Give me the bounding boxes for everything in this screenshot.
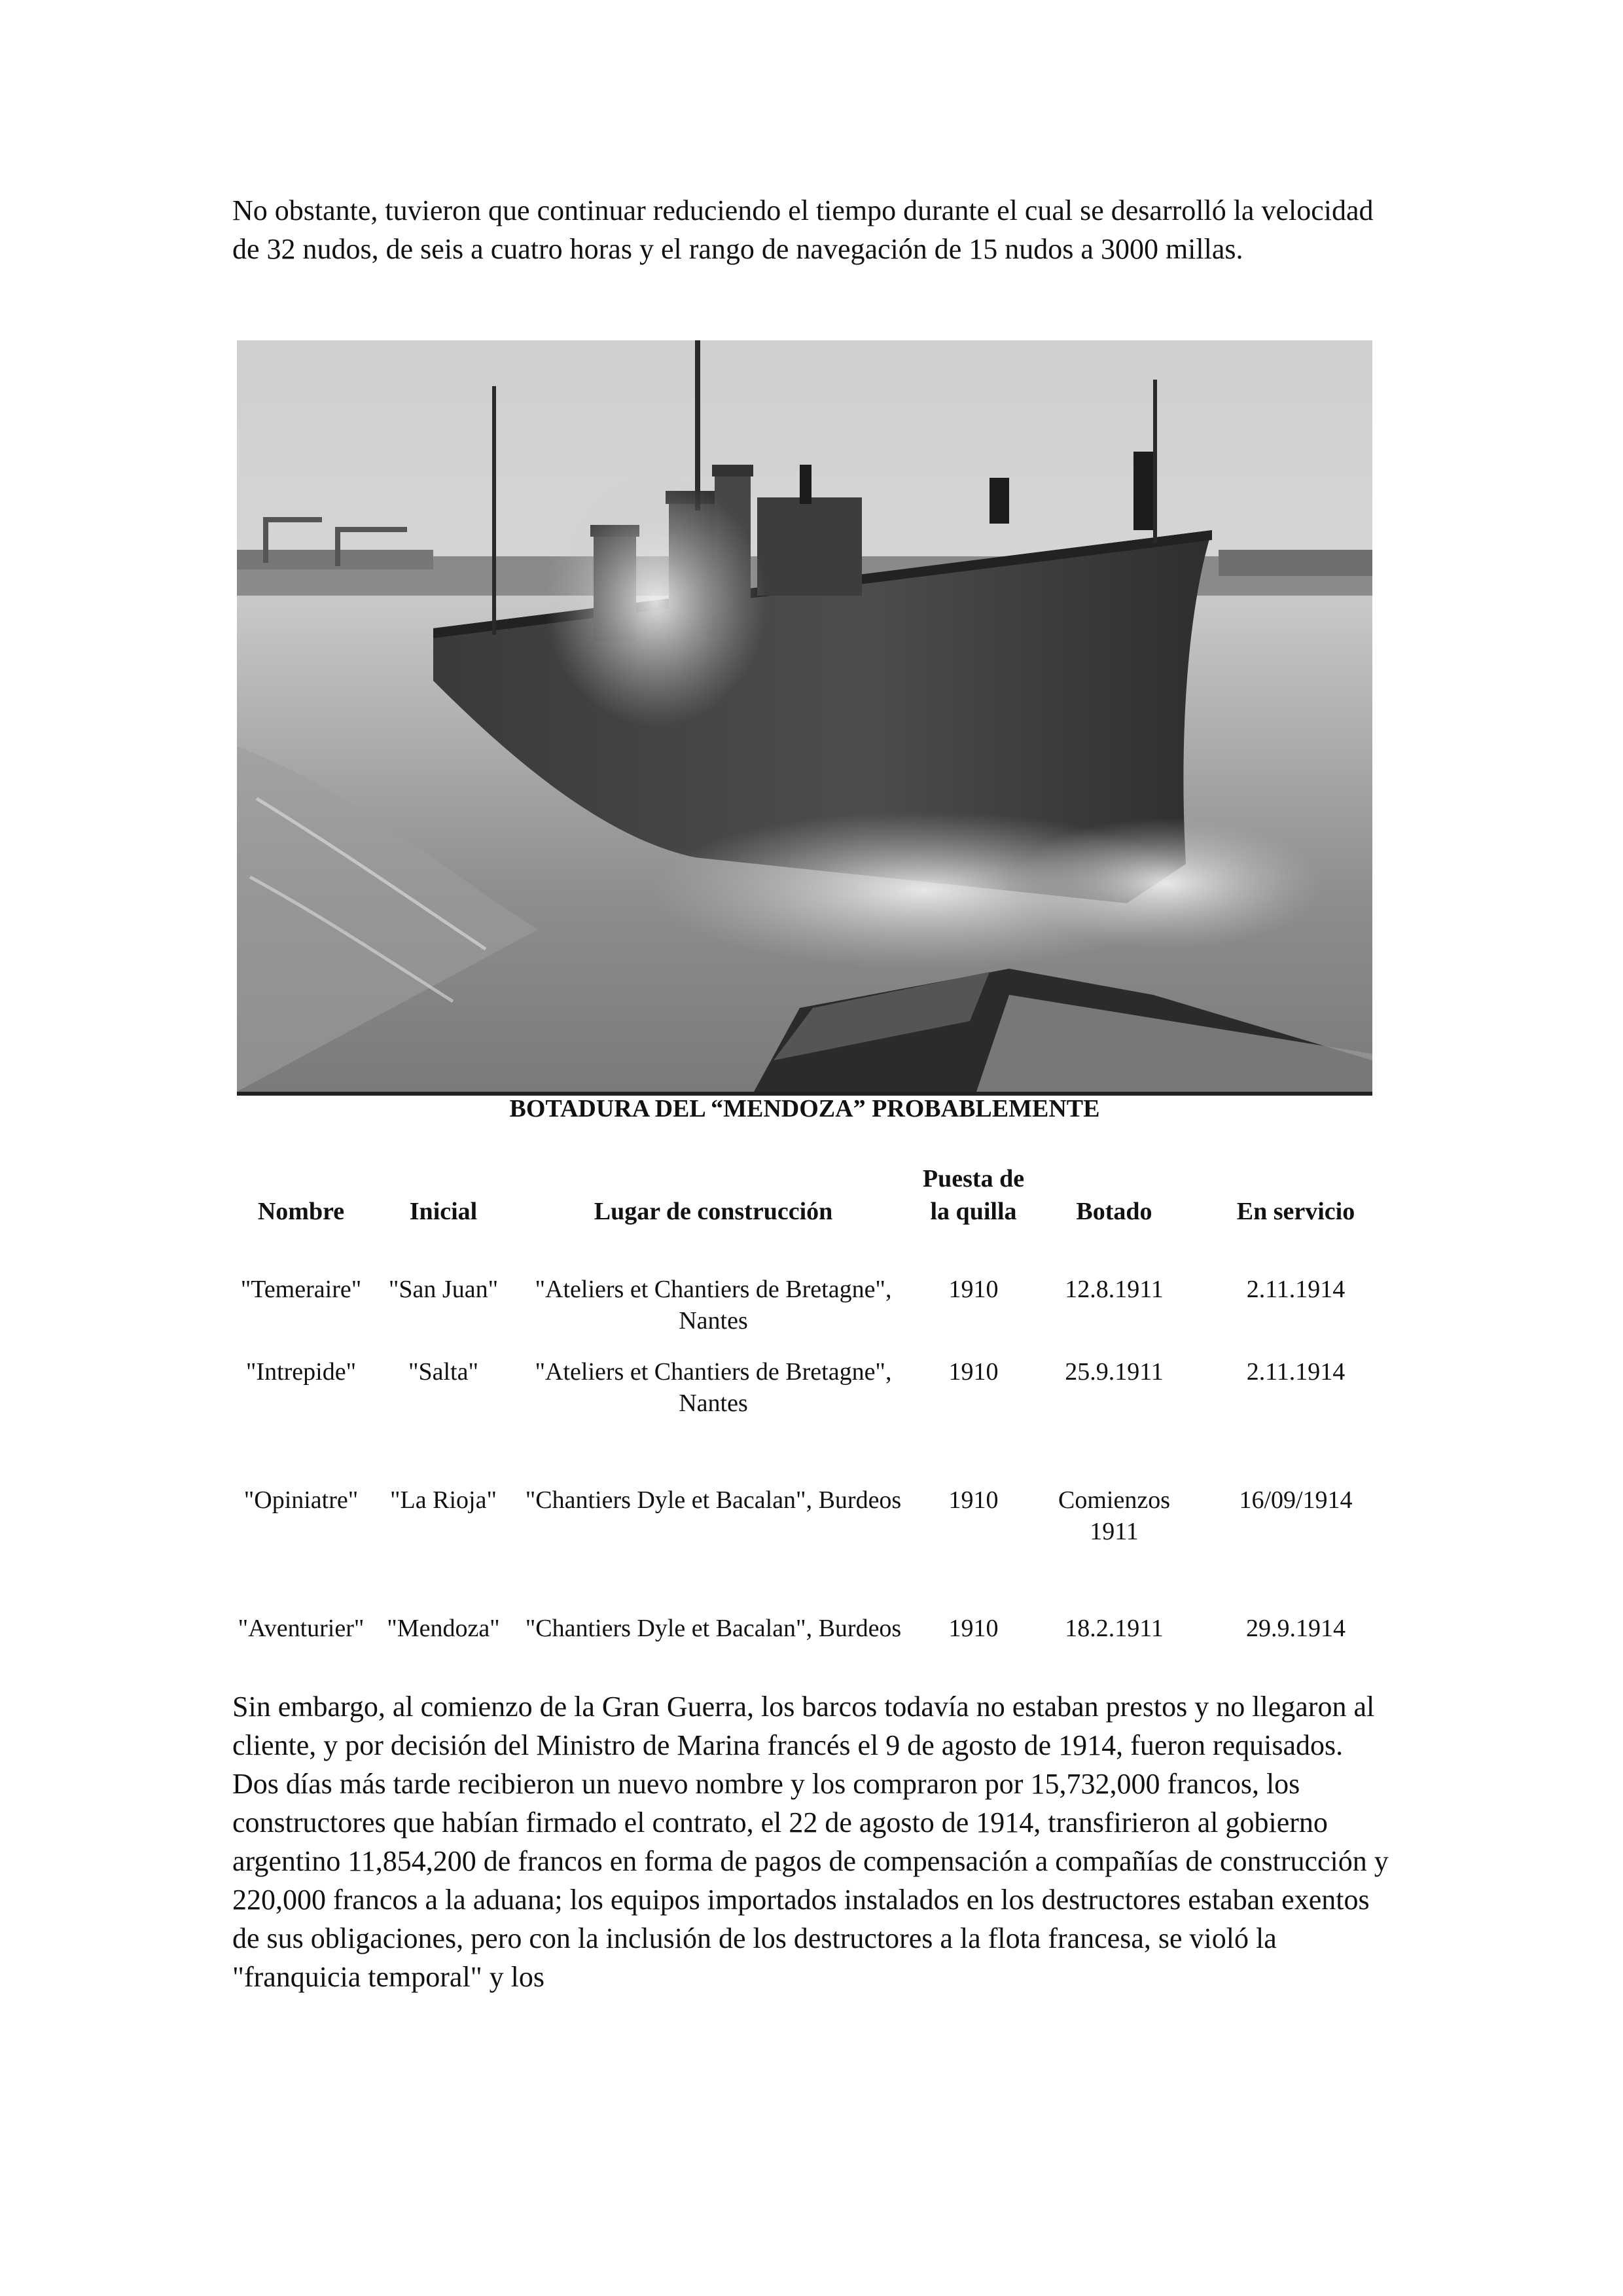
cell-servicio: 29.9.1914 bbox=[1246, 1615, 1346, 1642]
header-lugar: Lugar de construcción bbox=[594, 1198, 833, 1225]
body-text bbox=[232, 1687, 1397, 1996]
cell-servicio: 2.11.1914 bbox=[1246, 1358, 1346, 1386]
cell-quilla: 1910 bbox=[948, 1276, 999, 1303]
cell-botado: 12.8.1911 bbox=[1065, 1276, 1164, 1303]
cell-inicial: "La Rioja" bbox=[390, 1486, 497, 1514]
cell-nombre: "Opiniatre" bbox=[243, 1486, 359, 1514]
destroyers-table bbox=[229, 1151, 1397, 1741]
cell-botado: Comienzos 1911 bbox=[1058, 1486, 1170, 1545]
photo-caption: BOTADURA DEL “MENDOZA” PROBABLEMENTE bbox=[509, 1095, 1100, 1122]
body-paragraph: Sin embargo, al comienzo de la Gran Guerra, los barcos todavía no estaban prestos y no llegaron al cliente, y por decisión del Ministro de Marina francés el 9 de agosto de 1914, fueron requisados. bbox=[232, 1691, 1375, 1761]
cell-lugar: "Ateliers et Chantiers de Bretagne", Nantes bbox=[535, 1276, 892, 1335]
cell-quilla: 1910 bbox=[948, 1615, 999, 1642]
cell-lugar: "Chantiers Dyle et Bacalan", Burdeos bbox=[525, 1486, 902, 1514]
cell-botado: 18.2.1911 bbox=[1065, 1615, 1164, 1642]
table-row bbox=[229, 1228, 1397, 1356]
cell-inicial: "San Juan" bbox=[388, 1276, 499, 1303]
cell-inicial: "Mendoza" bbox=[387, 1615, 500, 1642]
cell-quilla: 1910 bbox=[948, 1358, 999, 1386]
header-botado: Botado bbox=[1076, 1198, 1152, 1225]
cell-servicio: 16/09/1914 bbox=[1239, 1486, 1353, 1514]
cell-nombre: "Aventurier" bbox=[238, 1615, 365, 1642]
cell-lugar: "Ateliers et Chantiers de Bretagne", Nantes bbox=[535, 1358, 892, 1417]
header-servicio: En servicio bbox=[1236, 1198, 1355, 1225]
header-quilla: Puesta de la quilla bbox=[922, 1165, 1025, 1225]
table-row bbox=[229, 1484, 1397, 1613]
ship-launch-photo bbox=[237, 340, 1372, 1096]
cell-nombre: "Temeraire" bbox=[240, 1276, 362, 1303]
cell-servicio: 2.11.1914 bbox=[1246, 1276, 1346, 1303]
body-paragraph: Dos días más tarde recibieron un nuevo nombre y los compraron por 15,732,000 francos, los constructores que habían firmado el contrato, el 22 de agosto de 1914, transfirieron al gobierno argentino 11,854,200 de francos en forma de pagos de compensación a compañías de construcción y 220,000 francos a la aduana; los equipos importados instalados en los destructores estaban exentos de sus obligaciones, pero con la inclusión de los destructores a la flota francesa, se violó la "franquicia temporal" y los bbox=[232, 1768, 1389, 1993]
table-header-row bbox=[229, 1151, 1397, 1228]
header-nombre: Nombre bbox=[257, 1198, 345, 1225]
cell-quilla: 1910 bbox=[948, 1486, 999, 1514]
cell-botado: 25.9.1911 bbox=[1065, 1358, 1164, 1386]
table-row bbox=[229, 1356, 1397, 1484]
cell-lugar: "Chantiers Dyle et Bacalan", Burdeos bbox=[525, 1615, 902, 1642]
intro-paragraph: No obstante, tuvieron que continuar reduciendo el tiempo durante el cual se desarrolló la velocidad de 32 nudos, de seis a cuatro horas y el rango de navegación de 15 nudos a 3000 millas. bbox=[232, 194, 1374, 265]
header-inicial: Inicial bbox=[409, 1198, 478, 1225]
cell-nombre: "Intrepide" bbox=[245, 1358, 357, 1386]
cell-inicial: "Salta" bbox=[408, 1358, 478, 1386]
